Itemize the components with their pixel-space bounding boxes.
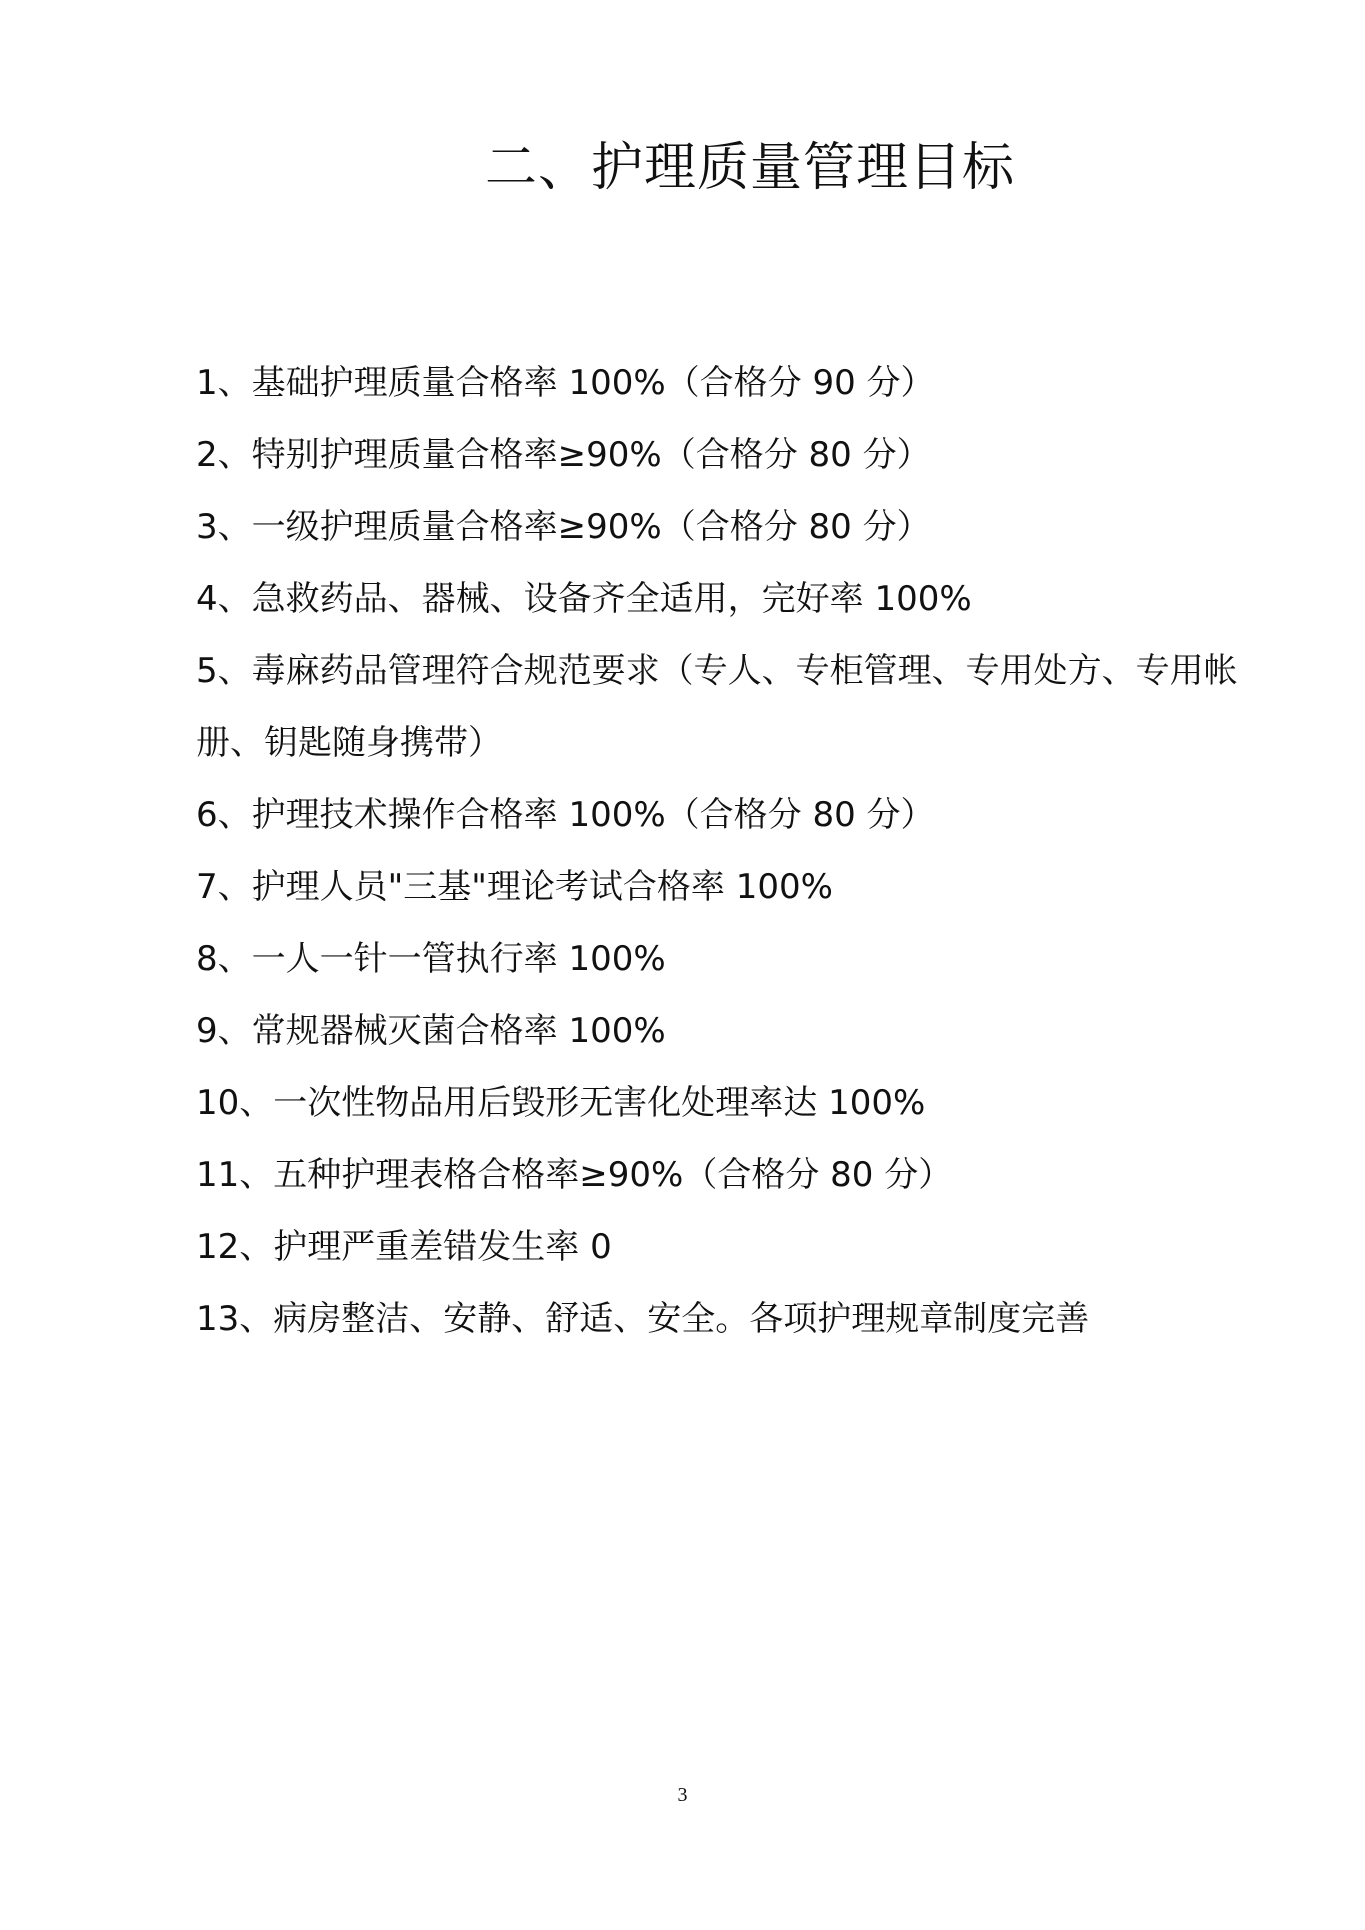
goal-item-13: 13、病房整洁、安静、舒适、安全。各项护理规章制度完善 bbox=[196, 1299, 1090, 1339]
goal-item-5: 5、毒麻药品管理符合规范要求（专人、专柜管理、专用处方、专用帐册、钥匙随身携带） bbox=[196, 651, 1238, 763]
goal-item-7: 7、护理人员"三基"理论考试合格率 100% bbox=[196, 867, 833, 907]
page-number: 3 bbox=[677, 1784, 688, 1806]
goal-item-11: 11、五种护理表格合格率≥90%（合格分 80 分） bbox=[196, 1155, 953, 1195]
goal-item-4: 4、急救药品、器械、设备齐全适用，完好率 100% bbox=[196, 579, 972, 619]
nursing-goals-list bbox=[196, 347, 1276, 1355]
page-title: 二、护理质量管理目标 bbox=[484, 138, 1015, 198]
goal-item-10: 10、一次性物品用后毁形无害化处理率达 100% bbox=[196, 1083, 926, 1123]
goal-item-2: 2、特别护理质量合格率≥90%（合格分 80 分） bbox=[196, 435, 931, 475]
goal-item-8: 8、一人一针一管执行率 100% bbox=[196, 939, 666, 979]
goal-item-3: 3、一级护理质量合格率≥90%（合格分 80 分） bbox=[196, 507, 931, 547]
goal-item-6: 6、护理技术操作合格率 100%（合格分 80 分） bbox=[196, 795, 935, 835]
goal-item-1: 1、基础护理质量合格率 100%（合格分 90 分） bbox=[196, 363, 935, 403]
goal-item-12: 12、护理严重差错发生率 0 bbox=[196, 1227, 612, 1267]
goal-item-9: 9、常规器械灭菌合格率 100% bbox=[196, 1011, 666, 1051]
